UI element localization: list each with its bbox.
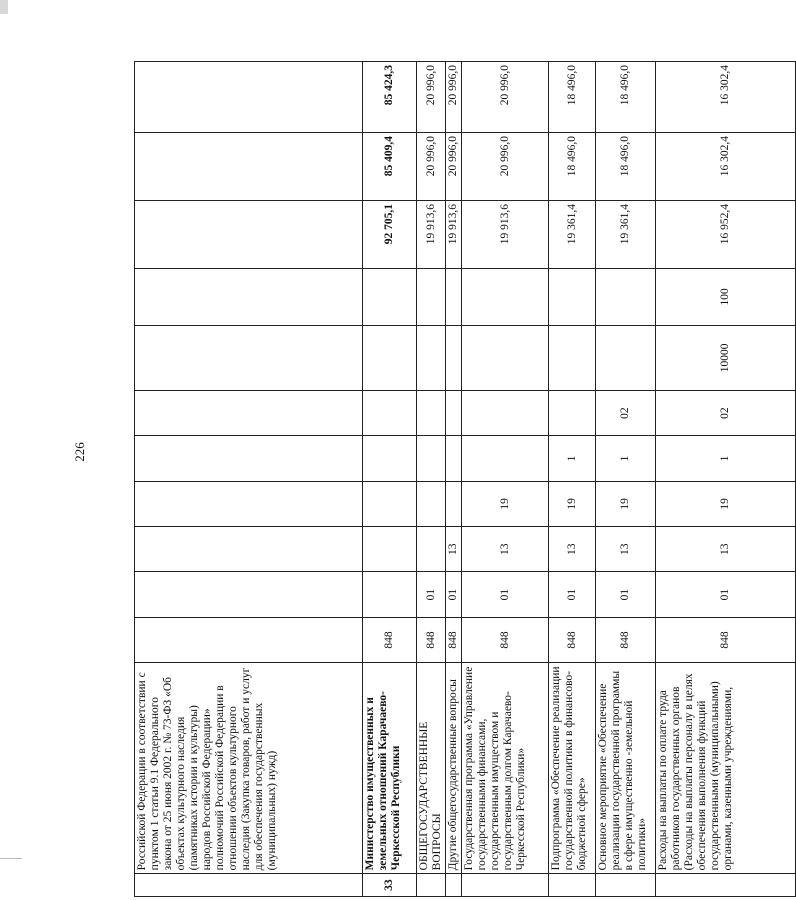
cell-rz: 01 [417,572,446,617]
cell-y1: 19 913,6 [446,201,462,269]
cell-vr [446,269,462,326]
cell-c3 [462,390,549,435]
cell-vr [462,269,549,326]
cell-no [446,874,462,897]
cell-c3 [135,390,363,435]
table-row [656,62,796,897]
table-row [446,62,462,897]
cell-vr [417,269,446,326]
cell-y1: 19 913,6 [417,201,446,269]
cell-y2: 18 496,0 [549,132,596,200]
cell-pr [363,527,417,572]
cell-pr [417,527,446,572]
cell-y1: 19 913,6 [462,201,549,269]
budget-table [134,61,796,897]
page-number: 226 [72,442,87,462]
table-row [135,62,363,897]
cell-c2: 1 [656,436,796,481]
cell-c1 [446,481,462,526]
cell-vr [363,269,417,326]
cell-code: 848 [596,617,656,662]
cell-c2 [363,436,417,481]
cell-c1: 19 [596,481,656,526]
cell-rz: 01 [446,572,462,617]
cell-no [417,874,446,897]
cell-c2: 1 [549,436,596,481]
table-row [549,62,596,897]
cell-name: Государственная программа «Управление государственными финансами, государственным имуществом и государственным долгом Карачаево-Черкесской Республики» [462,663,549,874]
cell-y1: 92 705,1 [363,201,417,269]
scan-edge-mark [0,0,8,14]
cell-y3: 20 996,0 [462,62,549,133]
cell-c2: 1 [596,436,656,481]
cell-code: 848 [363,617,417,662]
cell-c2 [462,436,549,481]
cell-pr [135,527,363,572]
cell-y3: 20 996,0 [446,62,462,133]
cell-name: ОБЩЕГОСУДАРСТВЕННЫЕ ВОПРОСЫ [417,663,446,874]
cell-pr: 13 [549,527,596,572]
cell-pr: 13 [462,527,549,572]
budget-table-rotated [134,61,734,897]
cell-no [656,874,796,897]
cell-y1: 19 361,4 [596,201,656,269]
cell-name: Основное мероприятие «Обеспечение реализации государственной программы в сфере имущественно -земельной политики» [596,663,656,874]
cell-no [462,874,549,897]
cell-no: 33 [363,874,417,897]
cell-c1: 19 [656,481,796,526]
cell-rz: 01 [549,572,596,617]
table-row [596,62,656,897]
cell-name: Другие общегосударственные вопросы [446,663,462,874]
cell-y2: 85 409,4 [363,132,417,200]
cell-vr [549,269,596,326]
cell-c2 [417,436,446,481]
cell-c4: 10000 [656,325,796,390]
cell-rz [135,572,363,617]
cell-rz: 01 [596,572,656,617]
cell-c1: 19 [462,481,549,526]
cell-c4 [596,325,656,390]
cell-c1: 19 [549,481,596,526]
cell-y3: 18 496,0 [596,62,656,133]
cell-c3 [363,390,417,435]
cell-c3 [549,390,596,435]
cell-c2 [135,436,363,481]
cell-pr: 13 [446,527,462,572]
cell-y1 [135,201,363,269]
cell-name: Российской Федерации в соответствии с пунктом 1 статьи 9.1 Федерального закона от 25 июня 2002 г. № 73-ФЗ «Об объектах культурного наследия (памятниках истории и культуры) народов Российской Федерации» полномочий Российской Федерации в отношении объектов культурного наследия (Закупка товаров, работ и услуг для обеспечения государственных (муниципальных) нужд) [135,663,363,874]
cell-c4 [417,325,446,390]
cell-y2: 20 996,0 [446,132,462,200]
cell-no [549,874,596,897]
table-row [462,62,549,897]
scan-edge-line [0,858,22,859]
cell-y2: 20 996,0 [417,132,446,200]
cell-rz [363,572,417,617]
cell-y2: 18 496,0 [596,132,656,200]
cell-pr: 13 [596,527,656,572]
cell-c1 [135,481,363,526]
cell-rz: 01 [656,572,796,617]
cell-code: 848 [549,617,596,662]
cell-c4 [135,325,363,390]
cell-vr [596,269,656,326]
cell-c1 [417,481,446,526]
cell-y3 [135,62,363,133]
cell-c3 [446,390,462,435]
cell-y3: 85 424,3 [363,62,417,133]
cell-y3: 20 996,0 [417,62,446,133]
cell-name: Министерство имущественных и земельных отношений Карачаево-Черкесской Республики [363,663,417,874]
cell-y2: 16 302,4 [656,132,796,200]
cell-code [135,617,363,662]
cell-c3: 02 [596,390,656,435]
cell-code: 848 [417,617,446,662]
cell-y3: 16 302,4 [656,62,796,133]
cell-c3: 02 [656,390,796,435]
cell-c4 [462,325,549,390]
cell-c2 [446,436,462,481]
cell-c4 [446,325,462,390]
cell-no [135,874,363,897]
cell-y2: 20 996,0 [462,132,549,200]
cell-pr: 13 [656,527,796,572]
cell-name: Расходы на выплаты по оплате труда работников государственных органов (Расходы на выплаты персоналу в целях обеспечения выполнения функций государственными (муниципальными) органами, казенными учреждениями, [656,663,796,874]
cell-c1 [363,481,417,526]
cell-c3 [417,390,446,435]
table-row [363,62,417,897]
cell-c4 [549,325,596,390]
cell-rz: 01 [462,572,549,617]
cell-code: 848 [656,617,796,662]
cell-vr: 100 [656,269,796,326]
cell-y1: 16 952,4 [656,201,796,269]
cell-y2 [135,132,363,200]
cell-no [596,874,656,897]
cell-y3: 18 496,0 [549,62,596,133]
cell-vr [135,269,363,326]
cell-code: 848 [446,617,462,662]
cell-code: 848 [462,617,549,662]
cell-y1: 19 361,4 [549,201,596,269]
cell-name: Подпрограмма «Обеспечение реализации государственной политики в финансово-бюджетной сфере» [549,663,596,874]
table-row [417,62,446,897]
cell-c4 [363,325,417,390]
